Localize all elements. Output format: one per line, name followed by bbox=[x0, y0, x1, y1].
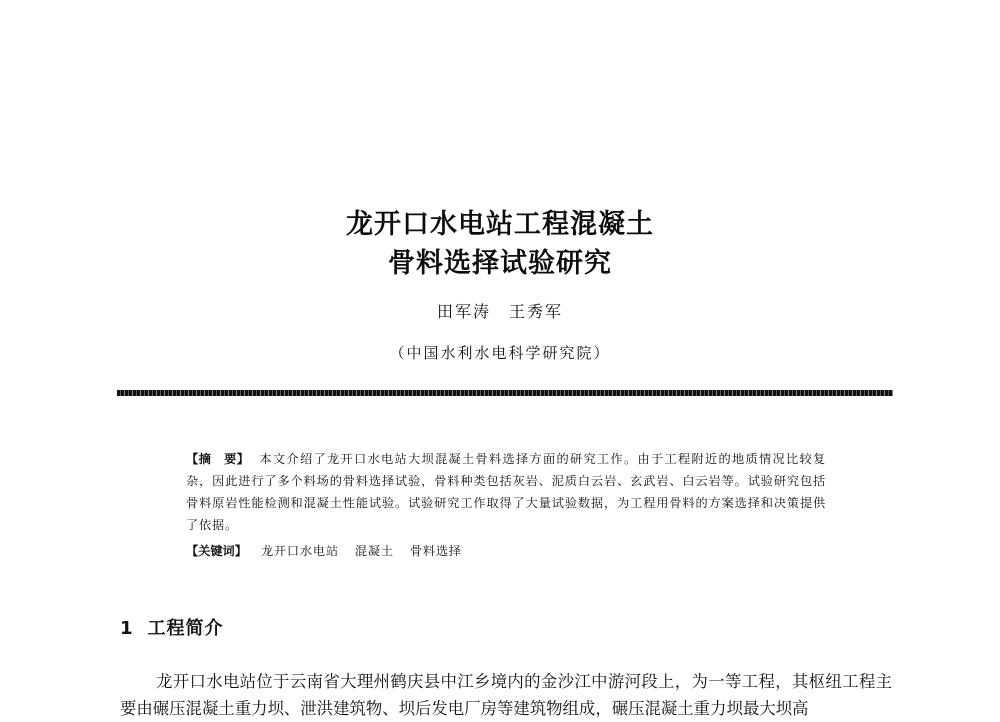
title-line-1: 龙开口水电站工程混凝土 bbox=[346, 209, 654, 240]
section-number: 1 bbox=[120, 618, 134, 639]
body-paragraph: 龙开口水电站位于云南省大理州鹤庆县中江乡境内的金沙江中游河段上，为一等工程，其枢纽工程主要由碾压混凝土重力坝、泄洪建筑物、坝后发电厂房等建筑物组成，碾压混凝土重力坝最大坝高 bbox=[120, 672, 892, 718]
abstract bbox=[186, 448, 826, 536]
keywords bbox=[186, 540, 826, 562]
keywords-label: 【关键词】 bbox=[186, 544, 247, 558]
title-line-2: 骨料选择试验研究 bbox=[388, 248, 612, 279]
authors: 田军涛 王秀军 bbox=[436, 302, 563, 321]
abstract-text: 本文介绍了龙开口水电站大坝混凝土骨料选择方面的研究工作。由于工程附近的地质情况比较复杂，因此进行了多个料场的骨料选择试验，骨料种类包括灰岩、泥质白云岩、玄武岩、白云岩等。试验研究包括骨料原岩性能检测和混凝土性能试验。试验研究工作取得了大量试验数据，为工程用骨料的方案选择和决策提供了依据。 bbox=[186, 452, 827, 532]
header-divider bbox=[117, 390, 893, 396]
section-heading bbox=[120, 614, 224, 640]
keyword-item: 骨料选择 bbox=[409, 544, 462, 558]
keyword-item: 混凝土 bbox=[354, 544, 394, 558]
abstract-label: 【摘 要】 bbox=[186, 452, 250, 466]
keyword-item: 龙开口水电站 bbox=[260, 544, 339, 558]
section-title: 工程简介 bbox=[147, 618, 224, 639]
affiliation: （中国水利水电科学研究院） bbox=[389, 344, 611, 362]
